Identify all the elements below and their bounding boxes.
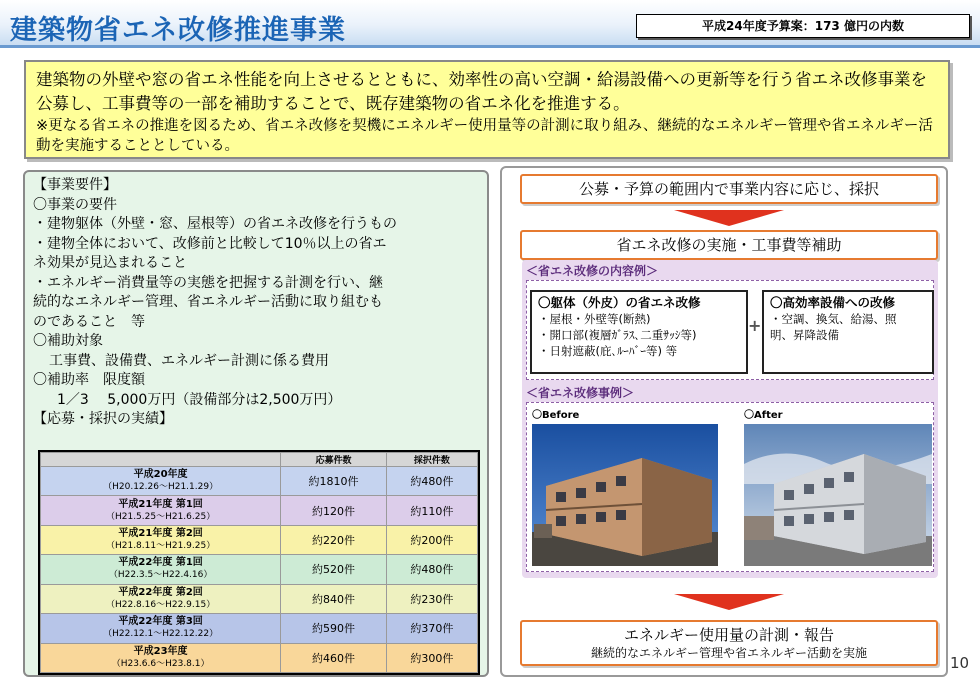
- period-label: 平成21年度 第2回: [118, 528, 203, 540]
- intro-box: [24, 60, 950, 159]
- cases-label: ＜省エネ改修事例＞: [526, 386, 635, 400]
- req-line: ・建物全体において、改修前と比較して10％以上の省エ: [33, 235, 387, 252]
- table-header: 応募件数: [281, 453, 387, 467]
- example-envelope-title: 〇躯体（外皮）の省エネ改修: [538, 295, 701, 310]
- req-line: ネ効果が見込まれること: [33, 255, 187, 271]
- req-sub-project: 〇事業の要件: [33, 196, 117, 213]
- period-label: 平成22年度 第3回: [118, 616, 203, 628]
- example-line: ・空調、換気、給湯、照: [770, 312, 897, 326]
- flow-step-subsidy: 省エネ改修の実施・工事費等補助: [520, 230, 938, 260]
- applied-count-cell: 約520件: [281, 555, 387, 584]
- measurement-sub: 継続的なエネルギー管理や省エネルギー活動を実施: [590, 646, 867, 660]
- flow-step-adoption: 公募・予算の範囲内で事業内容に応じ、採択: [520, 174, 938, 204]
- intro-main-text: 建築物の外壁や窓の省エネ性能を向上させるとともに、効率性の高い空調・給湯設備への更新等を行う省エネ改修事業を公募し、工事費等の一部を補助することで、既存建築物の省エネ化を推進する。: [36, 70, 927, 113]
- after-label: 〇After: [744, 410, 783, 421]
- adopted-count-cell: 約370件: [386, 614, 477, 643]
- adopted-count-cell: 約480件: [386, 467, 477, 496]
- req-line: 続的なエネルギー管理、省エネルギー活動に取り組むも: [33, 294, 383, 310]
- requirements-heading: 【事業要件】: [33, 177, 117, 193]
- period-cell: [41, 496, 281, 525]
- example-line: ・開口部(複層ｶﾞﾗｽ､二重ｻｯｼ等): [538, 328, 697, 342]
- adopted-count-cell: 約110件: [386, 496, 477, 525]
- period-dates: （H22.8.16～H22.9.15）: [105, 599, 216, 610]
- table-header: [41, 453, 281, 467]
- example-line: ・屋根・外壁等(断熱): [538, 312, 651, 326]
- example-line: 明、昇降設備: [770, 328, 839, 342]
- table-row: [41, 614, 478, 643]
- period-cell: [41, 467, 281, 496]
- page-title: 建築物省エネ改修推進事業: [10, 15, 346, 46]
- period-label: 平成23年度: [133, 645, 188, 657]
- adopted-count-cell: 約480件: [386, 555, 477, 584]
- requirements-text: [33, 176, 483, 430]
- flow-panel: [500, 166, 948, 677]
- period-label: 平成22年度 第2回: [118, 586, 203, 598]
- page-header: [0, 0, 980, 48]
- table-row: [41, 643, 478, 672]
- period-label: 平成21年度 第1回: [118, 498, 203, 510]
- budget-label: 平成24年度予算案：173 億円の内数: [636, 14, 970, 38]
- example-line: ・日射遮蔽(庇､ﾙｰﾊﾞｰ等) 等: [538, 344, 678, 358]
- intro-note-text: ※更なる省エネの推進を図るため、省エネ改修を契機にエネルギー使用量等の計測に取り組み、継続的なエネルギー管理や省エネルギー活動を実施することとしている。: [36, 118, 933, 154]
- table-row: [41, 496, 478, 525]
- adopted-count-cell: 約230件: [386, 584, 477, 613]
- applied-count-cell: 約120件: [281, 496, 387, 525]
- req-line: 1／3 5,000万円（設備部分は2,500万円）: [57, 391, 342, 408]
- req-sub-target: 〇補助対象: [33, 333, 103, 349]
- flow-step-measurement: [520, 620, 938, 666]
- table-row: [41, 584, 478, 613]
- applied-count-cell: 約220件: [281, 525, 387, 554]
- req-line: ・建物躯体（外壁・窓、屋根等）の省エネ改修を行うもの: [33, 216, 397, 232]
- table-row: [41, 467, 478, 496]
- req-line: ・エネルギー消費量等の実態を把握する計測を行い、継: [33, 274, 383, 291]
- down-arrow-icon: [674, 594, 784, 610]
- measurement-title: エネルギー使用量の計測・報告: [623, 626, 834, 644]
- period-cell: [41, 525, 281, 554]
- after-photo: [744, 424, 932, 566]
- table-header: 採択件数: [386, 453, 477, 467]
- period-dates: （H22.3.5～H22.4.16）: [108, 570, 213, 581]
- applied-count-cell: 約840件: [281, 584, 387, 613]
- applied-count-cell: 約460件: [281, 643, 387, 672]
- applied-count-cell: 約590件: [281, 614, 387, 643]
- plus-icon: +: [748, 316, 762, 335]
- page-number: 10: [950, 654, 970, 672]
- example-equipment-title: 〇高効率設備への改修: [770, 295, 896, 310]
- period-label: 平成20年度: [133, 469, 188, 481]
- table-row: [41, 525, 478, 554]
- results-table: [38, 450, 480, 675]
- period-cell: [41, 555, 281, 584]
- period-dates: （H20.12.26～H21.1.29）: [103, 482, 219, 493]
- example-envelope: [530, 290, 748, 374]
- req-line: 工事費、設備費、エネルギー計測に係る費用: [49, 352, 329, 369]
- period-dates: （H23.6.6～H23.8.1）: [111, 658, 210, 669]
- req-sub-rate: 〇補助率 限度額: [33, 372, 145, 388]
- requirements-panel: [23, 170, 489, 677]
- period-cell: [41, 614, 281, 643]
- period-label: 平成22年度 第1回: [118, 557, 203, 569]
- before-label: 〇Before: [532, 410, 580, 421]
- period-cell: [41, 584, 281, 613]
- examples-area: [522, 260, 938, 578]
- table-row: [41, 555, 478, 584]
- adopted-count-cell: 約300件: [386, 643, 477, 672]
- before-photo: [532, 424, 718, 566]
- period-dates: （H22.12.1～H22.12.22）: [103, 629, 219, 640]
- period-cell: [41, 643, 281, 672]
- period-dates: （H21.5.25～H21.6.25）: [105, 511, 216, 522]
- period-dates: （H21.8.11～H21.9.25）: [105, 541, 216, 552]
- applied-count-cell: 約1810件: [281, 467, 387, 496]
- results-heading: 【応募・採択の実績】: [33, 411, 173, 427]
- down-arrow-icon: [674, 210, 784, 226]
- examples-label: ＜省エネ改修の内容例＞: [526, 264, 659, 278]
- example-equipment: [762, 290, 934, 374]
- req-line: のであること 等: [33, 313, 145, 330]
- adopted-count-cell: 約200件: [386, 525, 477, 554]
